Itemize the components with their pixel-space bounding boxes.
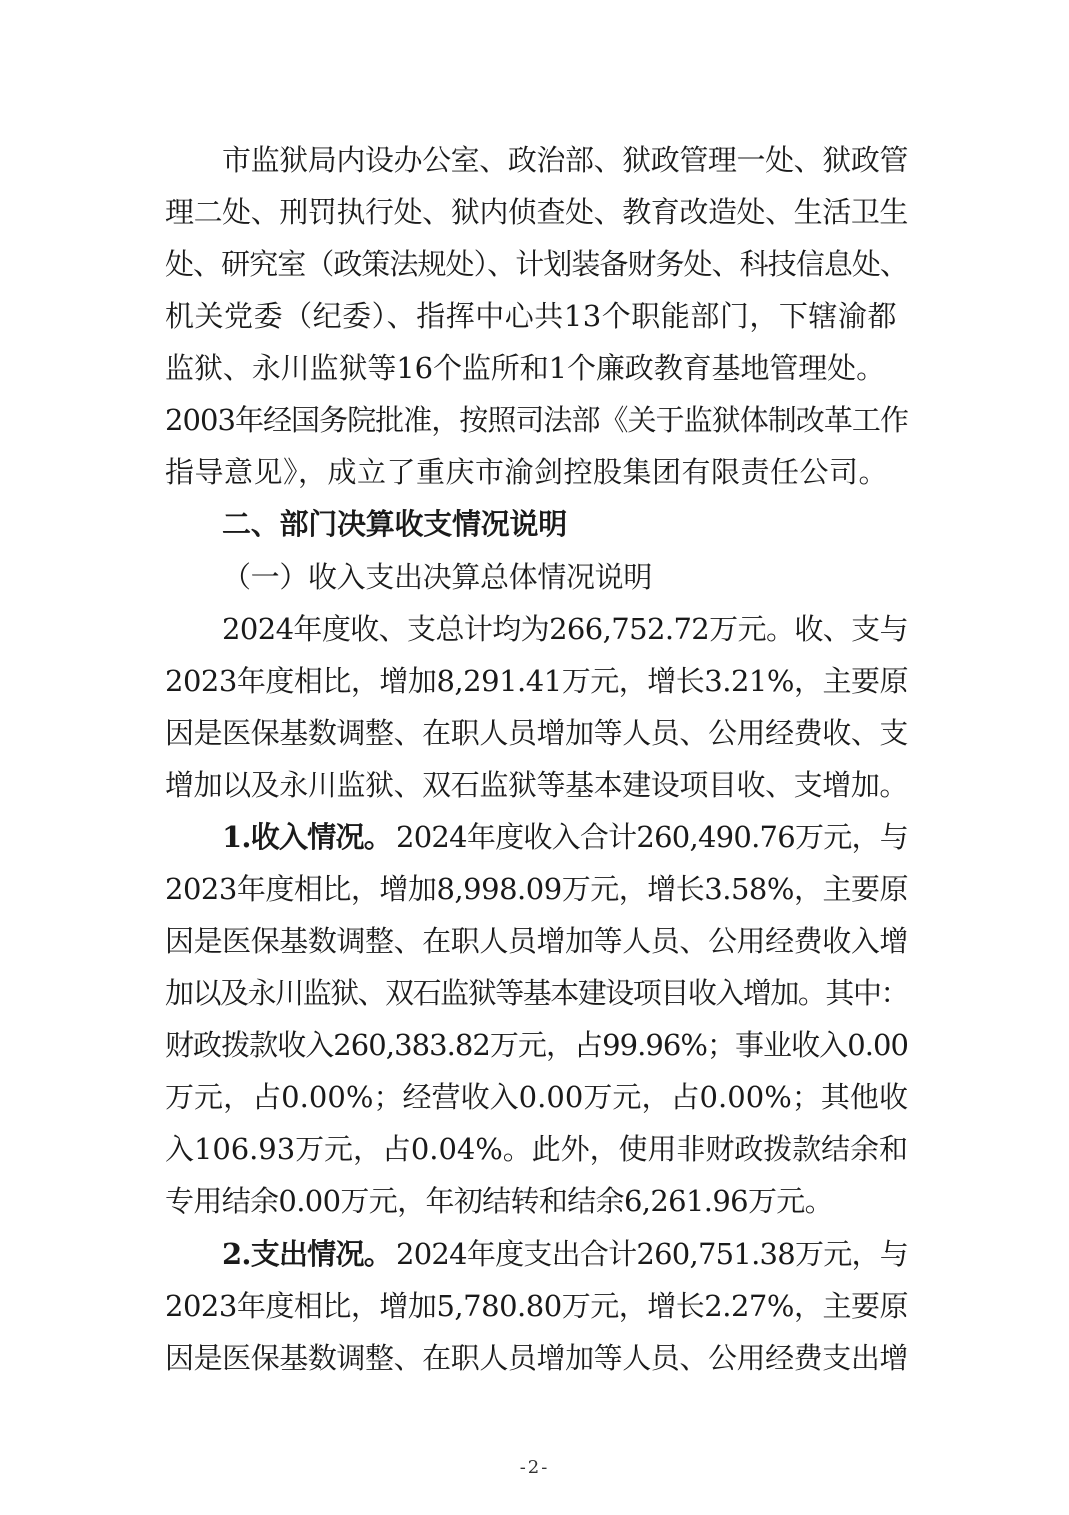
- text-line: 市监狱局内设办公室、政治部、狱政管理一处、狱政管: [222, 143, 908, 177]
- text-line: 机关党委（纪委）、指挥中心共13个职能部门，下辖渝都: [165, 299, 898, 333]
- text-line: 万元，占0.00%；经营收入0.00万元，占0.00%；其他收: [165, 1080, 909, 1114]
- expense-label: 2.支出情况。: [222, 1237, 392, 1271]
- text-line: 因是医保基数调整、在职人员增加等人员、公用经费收、支: [165, 716, 908, 750]
- text-line: 2023年度相比，增加8,998.09万元，增长3.58%，主要原: [165, 872, 908, 906]
- paragraph-line: [0, 446, 1069, 498]
- paragraph-line: [0, 134, 1069, 186]
- paragraph-line: [0, 1332, 1069, 1384]
- paragraph-line: [0, 811, 1069, 863]
- text-line: 增加以及永川监狱、双石监狱等基本建设项目收、支增加。: [165, 768, 908, 802]
- text-line: 2023年度相比，增加8,291.41万元，增长3.21%，主要原: [165, 664, 908, 698]
- text-line: 理二处、刑罚执行处、狱内侦查处、教育改造处、生活卫生: [165, 195, 908, 229]
- paragraph-line: [0, 1228, 1069, 1280]
- paragraph-line: [0, 342, 1069, 394]
- text-line: 财政拨款收入260,383.82万元，占99.96%；事业收入0.00: [165, 1028, 908, 1062]
- paragraph-line: [0, 1175, 1069, 1227]
- text-line: 因是医保基数调整、在职人员增加等人员、公用经费收入增: [165, 924, 908, 958]
- paragraph-line: [0, 290, 1069, 342]
- text-line: 2023年度相比，增加5,780.80万元，增长2.27%，主要原: [165, 1289, 908, 1323]
- text-line: 2024年度支出合计260,751.38万元，与: [396, 1237, 908, 1271]
- paragraph-line: [0, 603, 1069, 655]
- text-line: 入106.93万元，占0.04%。此外，使用非财政拨款结余和: [165, 1132, 908, 1166]
- paragraph-line: [0, 1071, 1069, 1123]
- subsection-heading: （一）收入支出决算总体情况说明: [222, 560, 652, 594]
- section-heading: 二、部门决算收支情况说明: [222, 507, 567, 541]
- paragraph-line: [0, 915, 1069, 967]
- text-line: 因是医保基数调整、在职人员增加等人员、公用经费支出增: [165, 1341, 908, 1375]
- paragraph-line: [0, 238, 1069, 290]
- paragraph-line: [0, 186, 1069, 238]
- text-line: 监狱、永川监狱等16个监所和1个廉政教育基地管理处。: [165, 351, 885, 385]
- text-line: 加以及永川监狱、双石监狱等基本建设项目收入增加。其中：: [165, 976, 908, 1010]
- paragraph-line: [0, 1019, 1069, 1071]
- subsection-heading-line: [0, 551, 1069, 603]
- income-label: 1.收入情况。: [222, 820, 392, 854]
- paragraph-line: [0, 759, 1069, 811]
- paragraph-line: [0, 655, 1069, 707]
- paragraph-line: [0, 863, 1069, 915]
- page-number: -2-: [519, 1457, 550, 1478]
- paragraph-line: [0, 707, 1069, 759]
- paragraph-line: [0, 967, 1069, 1019]
- section-heading-line: [0, 498, 1069, 550]
- paragraph-line: [0, 1280, 1069, 1332]
- text-line: 2024年度收入合计260,490.76万元，与: [396, 820, 908, 854]
- text-line: 指导意见》，成立了重庆市渝剑控股集团有限责任公司。: [165, 455, 888, 489]
- paragraph-line: [0, 394, 1069, 446]
- paragraph-line: [0, 1123, 1069, 1175]
- text-line: 2003年经国务院批准，按照司法部《关于监狱体制改革工作: [165, 403, 908, 437]
- text-line: 处、研究室（政策法规处）、计划装备财务处、科技信息处、: [165, 247, 908, 281]
- text-line: 专用结余0.00万元，年初结转和结余6,261.96万元。: [165, 1184, 834, 1218]
- text-line: 2024年度收、支总计均为266,752.72万元。收、支与: [222, 612, 908, 646]
